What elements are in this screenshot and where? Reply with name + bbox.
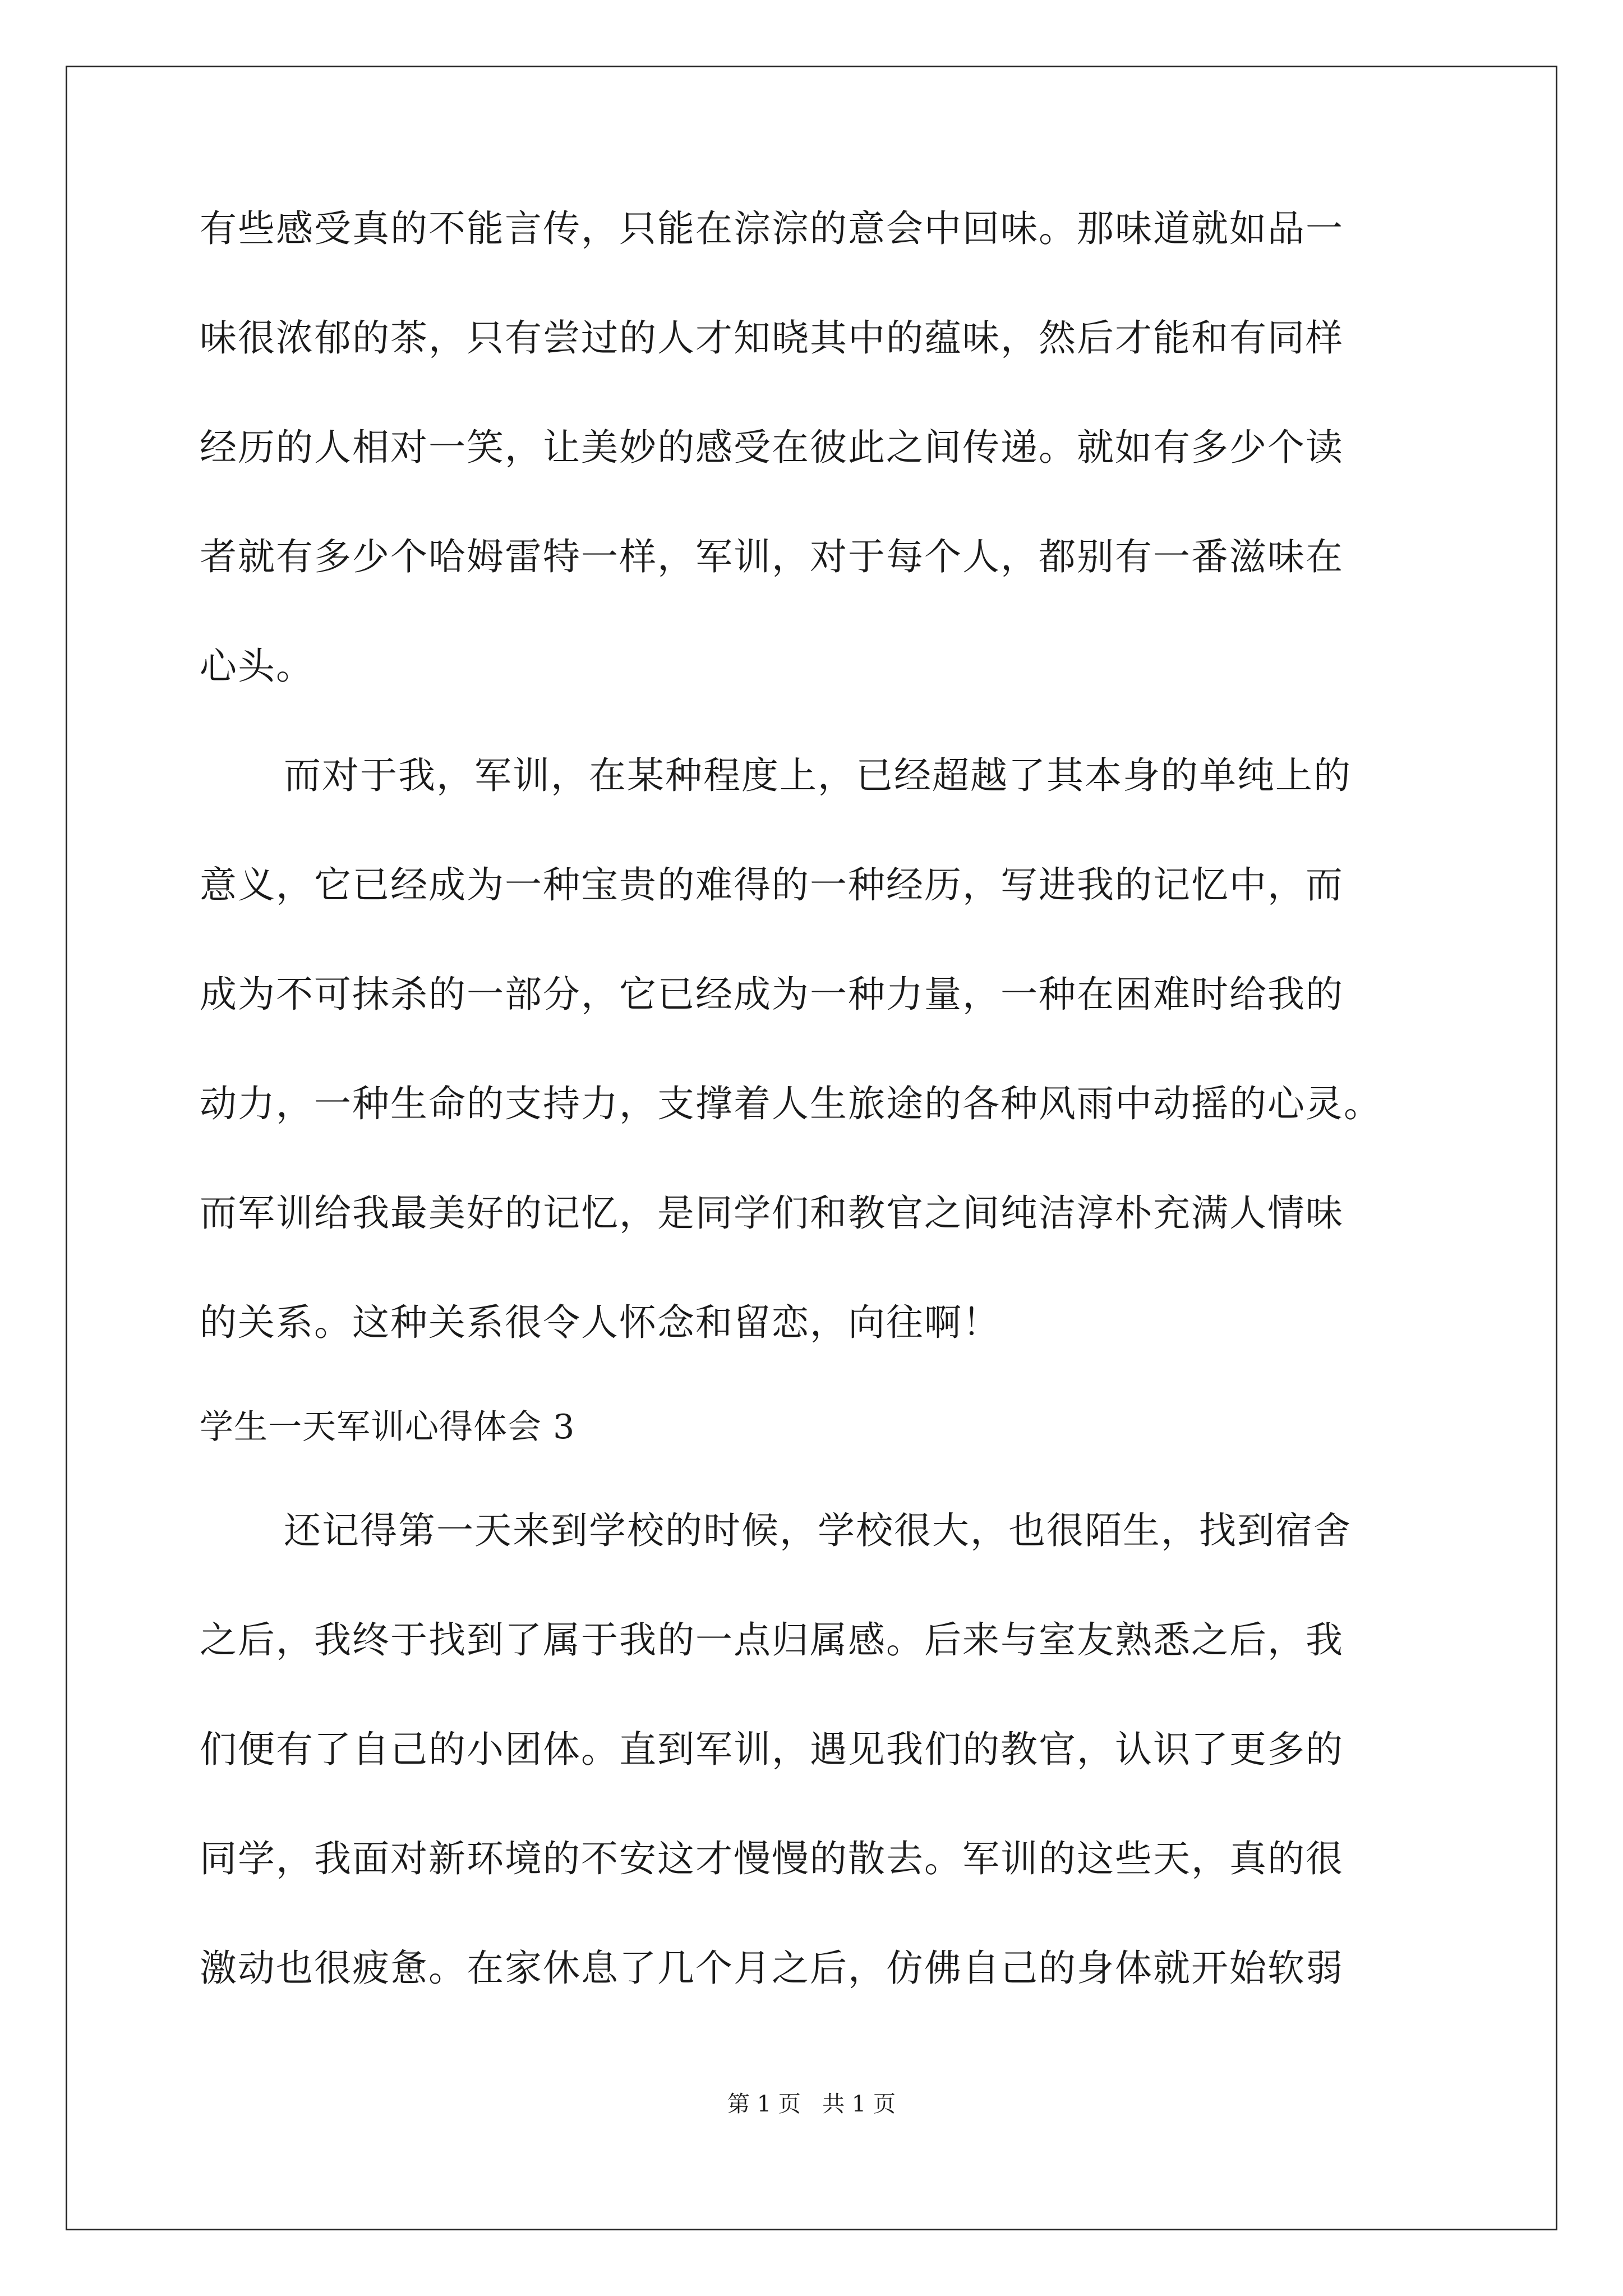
text-line: 味很浓郁的茶，只有尝过的人才知晓其中的蕴味，然后才能和有同样 [200, 316, 1344, 360]
text-line: 有些感受真的不能言传，只能在淙淙的意会中回味。那味道就如品一 [200, 207, 1344, 250]
text-line: 心头。 [200, 645, 314, 688]
text-line: 意义，它已经成为一种宝贵的难得的一种经历，写进我的记忆中，而 [200, 863, 1344, 907]
text-line: 成为不可抹杀的一部分，它已经成为一种力量，一种在困难时给我的 [200, 973, 1344, 1016]
text-line: 的关系。这种关系很令人怀念和留恋，向往啊！ [200, 1301, 1000, 1344]
text-line: 经历的人相对一笑，让美妙的感受在彼此之间传递。就如有多少个读 [200, 426, 1344, 469]
paragraph-first-line: 还记得第一天来到学校的时候，学校很大，也很陌生，找到宿舍 [284, 1509, 1352, 1552]
page-border [66, 66, 1557, 2230]
text-line: 同学，我面对新环境的不安这才慢慢的散去。军训的这些天，真的很 [200, 1837, 1344, 1880]
text-line: 动力，一种生命的支持力，支撑着人生旅途的各种风雨中动摇的心灵。 [200, 1082, 1382, 1125]
text-line: 们便有了自己的小团体。直到军训，遇见我们的教官，认识了更多的 [200, 1728, 1344, 1771]
text-line: 激动也很疲惫。在家休息了几个月之后，仿佛自己的身体就开始软弱 [200, 1947, 1344, 1990]
page-footer: 第 1 页 共 1 页 [727, 2091, 896, 2117]
section-heading: 学生一天军训心得体会 3 [200, 1407, 575, 1447]
text-line: 者就有多少个哈姆雷特一样，军训，对于每个人，都别有一番滋味在 [200, 535, 1344, 578]
text-line: 而军训给我最美好的记忆，是同学们和教官之间纯洁淳朴充满人情味 [200, 1191, 1344, 1235]
text-line: 之后，我终于找到了属于我的一点归属感。后来与室友熟悉之后，我 [200, 1618, 1344, 1662]
paragraph-first-line: 而对于我，军训，在某种程度上，已经超越了其本身的单纯上的 [284, 754, 1352, 797]
